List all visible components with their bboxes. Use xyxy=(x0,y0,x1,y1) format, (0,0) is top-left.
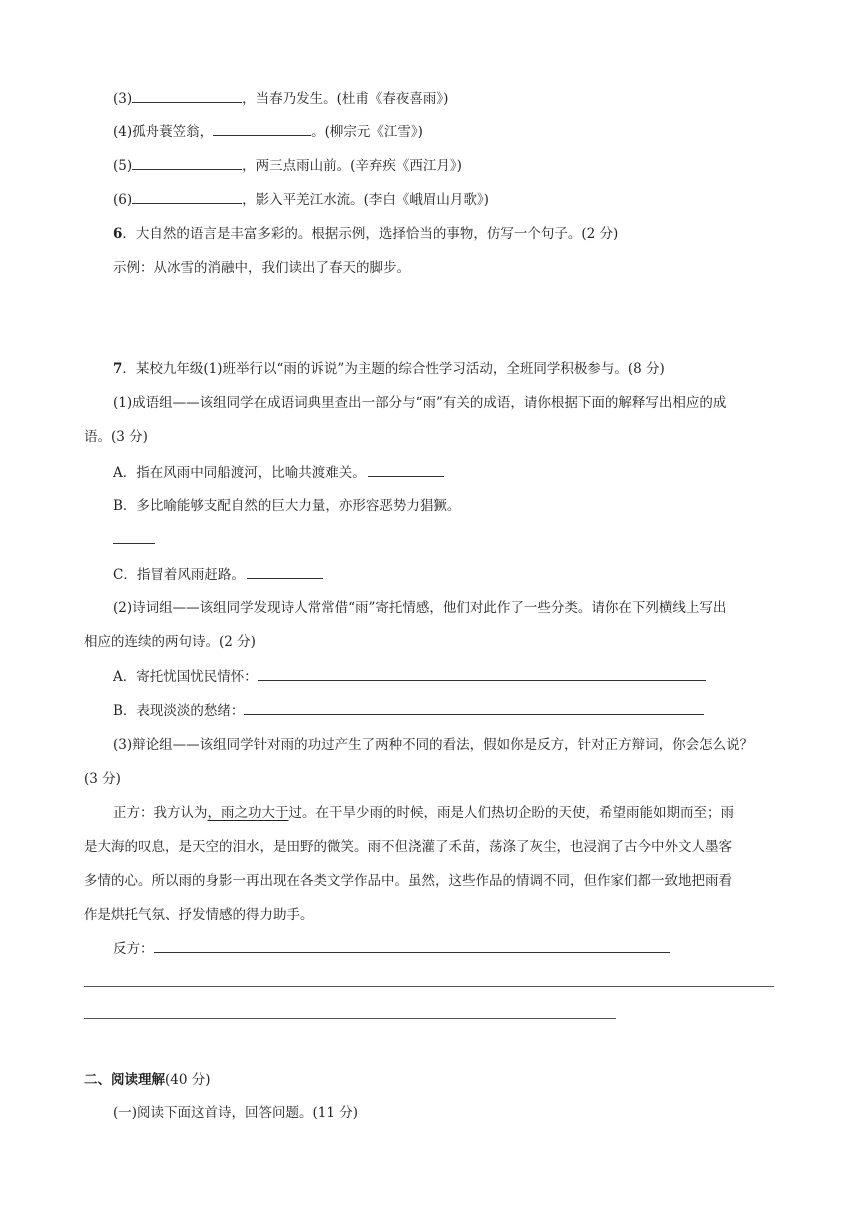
answer-blank[interactable] xyxy=(154,938,670,953)
poem-line-3 xyxy=(113,88,448,109)
item-number: (3) xyxy=(113,91,133,107)
idiom-a xyxy=(113,462,444,483)
poetry-b-text: B．表现淡淡的愁绪： xyxy=(113,703,245,719)
question-text: ．大自然的语言是丰富多彩的。根据示例，选择恰当的事物，仿写一个句子。(2 分) xyxy=(122,226,619,242)
pro-rest: 过。在干旱少雨的时候，雨是人们热切企盼的天使，希望雨能如期而至；雨 xyxy=(288,805,734,821)
poem-text: ，两三点雨山前。(辛弃疾《西江月》) xyxy=(242,158,462,174)
question-7 xyxy=(113,359,665,379)
con-answer xyxy=(113,938,670,959)
poetry-a-text: A．寄托忧国忧民情怀： xyxy=(113,669,258,685)
item-number: (4) xyxy=(113,124,133,140)
section-2-subheading: (一)阅读下面这首诗，回答问题。(11 分) xyxy=(113,1105,359,1121)
poetry-a xyxy=(113,666,706,687)
answer-line[interactable] xyxy=(84,1018,616,1019)
pro-statement-line2: 是大海的叹息，是天空的泪水，是田野的微笑。雨不但浇灌了禾苗，荡涤了灰尘，也浸润了古今中外文人墨客 xyxy=(84,839,732,855)
poetry-prompt-line2: 相应的连续的两句诗。(2 分) xyxy=(84,634,256,650)
idiom-prompt-line1: (1)成语组——该组同学在成语词典里查出一部分与“雨”有关的成语，请你根据下面的解释写出相应的成 xyxy=(113,395,727,411)
idiom-a-text: A．指在风雨中同船渡河，比喻共渡难关。 xyxy=(113,465,366,481)
answer-blank[interactable] xyxy=(213,121,311,136)
debate-prompt-line1: (3)辩论组——该组同学针对雨的功过产生了两种不同的看法，假如你是反方，针对正方辩词，你会怎么说？ xyxy=(113,737,754,753)
answer-blank[interactable] xyxy=(247,564,323,579)
answer-blank[interactable] xyxy=(258,666,706,681)
answer-blank[interactable] xyxy=(368,462,444,477)
idiom-prompt-line2: 语。(3 分) xyxy=(84,429,148,445)
pro-prefix: 正方：我方认为 xyxy=(113,805,208,821)
idiom-b-blank-line xyxy=(113,529,155,550)
poem-text: 。(柳宗元《江雪》) xyxy=(311,124,423,140)
poem-text-before: 孤舟蓑笠翁， xyxy=(132,124,214,140)
answer-blank[interactable] xyxy=(113,529,155,544)
pro-underlined: ，雨之功大于 xyxy=(207,805,289,821)
poem-text: ，影入平羌江水流。(李白《峨眉山月歌》) xyxy=(242,192,489,208)
answer-blank[interactable] xyxy=(132,155,242,170)
item-number: (6) xyxy=(113,192,133,208)
answer-blank[interactable] xyxy=(132,189,242,204)
poem-line-6 xyxy=(113,189,489,210)
poetry-b xyxy=(113,700,704,721)
item-number: (5) xyxy=(113,158,133,174)
section-title: 二、阅读理解 xyxy=(84,1072,165,1088)
question-text: ．某校九年级(1)班举行以“雨的诉说”为主题的综合性学习活动，全班同学积极参与。(8 分) xyxy=(122,361,665,377)
question-6 xyxy=(113,224,618,244)
idiom-b: B．多比喻能够支配自然的巨大力量，亦形容恶势力猖獗。 xyxy=(113,498,461,514)
question-6-example: 示例：从冰雪的消融中，我们读出了春天的脚步。 xyxy=(113,260,410,276)
pro-statement-line4: 作是烘托气氛、抒发情感的得力助手。 xyxy=(84,907,314,923)
con-label: 反方： xyxy=(113,941,154,957)
poem-text: ，当春乃发生。(杜甫《春夜喜雨》) xyxy=(242,91,449,107)
idiom-c-text: C．指冒着风雨赶路。 xyxy=(113,567,245,583)
question-number: 6 xyxy=(113,226,123,242)
answer-line[interactable] xyxy=(84,986,774,987)
poem-line-5 xyxy=(113,155,462,176)
section-score: (40 分) xyxy=(165,1072,211,1088)
answer-blank[interactable] xyxy=(132,88,242,103)
idiom-c xyxy=(113,564,323,585)
section-2-heading xyxy=(84,1070,211,1090)
pro-statement-line1 xyxy=(113,803,734,823)
poem-line-4 xyxy=(113,121,423,142)
answer-blank[interactable] xyxy=(244,700,704,715)
poetry-prompt-line1: (2)诗词组——该组同学发现诗人常常借“雨”寄托情感，他们对此作了一些分类。请你在下列横线上写出 xyxy=(113,600,727,616)
debate-prompt-line2: (3 分) xyxy=(84,771,121,787)
pro-statement-line3: 多情的心。所以雨的身影一再出现在各类文学作品中。虽然，这些作品的情调不同，但作家们都一致地把雨看 xyxy=(84,873,732,889)
question-number: 7 xyxy=(113,361,123,377)
